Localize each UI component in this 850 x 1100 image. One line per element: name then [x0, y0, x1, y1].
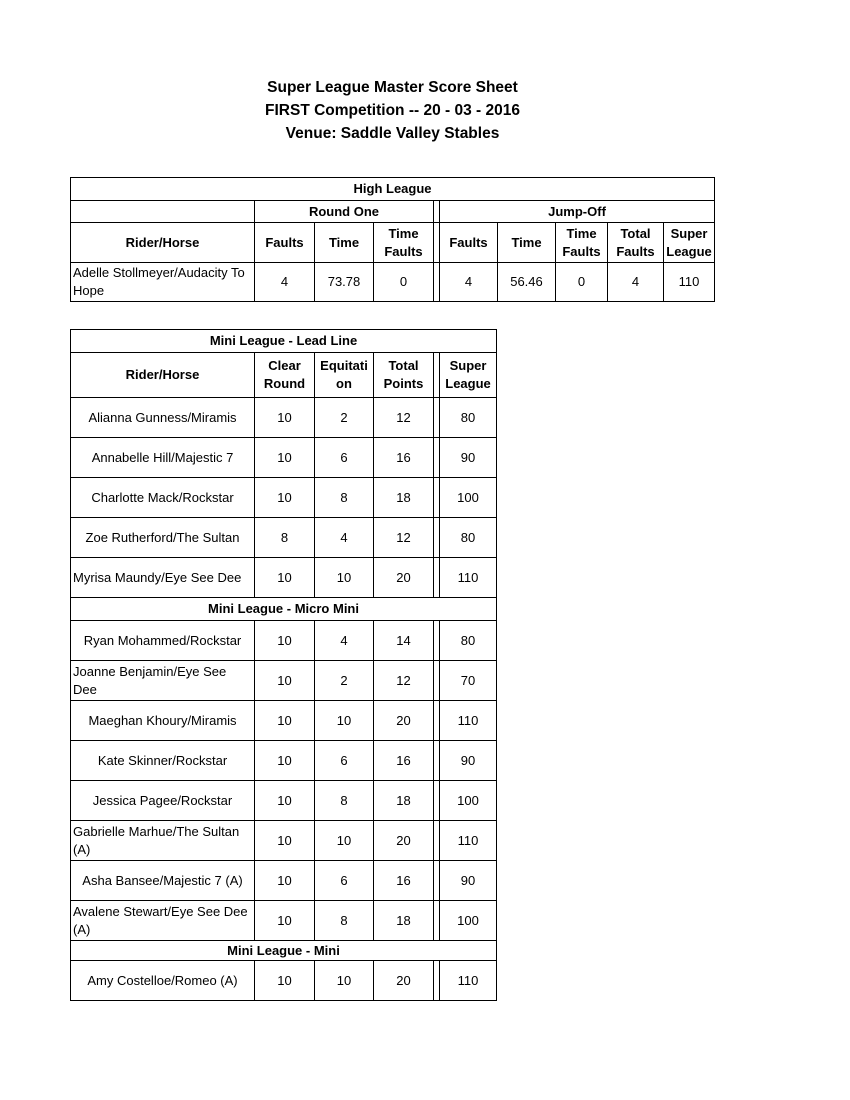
- total-points-cell: 18: [374, 901, 434, 941]
- total-points-cell: 16: [374, 438, 434, 478]
- total-points-cell: 18: [374, 478, 434, 518]
- rider-horse-cell: Maeghan Khoury/Miramis: [71, 701, 255, 741]
- rider-horse-cell: Asha Bansee/Majestic 7 (A): [71, 861, 255, 901]
- super-league-cell: 100: [440, 781, 497, 821]
- table-row: [71, 741, 497, 781]
- high-league-table: [70, 177, 715, 302]
- rider-horse-header: Rider/Horse: [71, 353, 255, 398]
- rider-horse-cell: Alianna Gunness/Miramis: [71, 398, 255, 438]
- total-points-cell: 12: [374, 398, 434, 438]
- jo-time-faults-header: Time Faults: [556, 223, 608, 263]
- table-row: [71, 821, 497, 861]
- equitation-cell: 2: [315, 398, 374, 438]
- clear-round-cell: 10: [255, 438, 315, 478]
- rider-horse-cell: Amy Costelloe/Romeo (A): [71, 961, 255, 1001]
- clear-round-header: Clear Round: [255, 353, 315, 398]
- clear-round-cell: 10: [255, 741, 315, 781]
- total-points-cell: 16: [374, 861, 434, 901]
- table-row: [71, 901, 497, 941]
- equitation-cell: 10: [315, 961, 374, 1001]
- round-one-header: Round One: [255, 201, 434, 223]
- total-points-cell: 12: [374, 661, 434, 701]
- section-title-lead-line: Mini League - Lead Line: [71, 330, 497, 353]
- clear-round-cell: 10: [255, 661, 315, 701]
- total-faults-cell: 4: [608, 263, 664, 302]
- total-faults-header: Total Faults: [608, 223, 664, 263]
- jo-faults-header: Faults: [440, 223, 498, 263]
- table-row: [71, 438, 497, 478]
- rider-horse-cell: Adelle Stollmeyer/Audacity To Hope: [71, 263, 255, 302]
- jo-time-header: Time: [498, 223, 556, 263]
- super-league-header: Super League: [664, 223, 715, 263]
- super-league-cell: 100: [440, 478, 497, 518]
- high-league-blank-cell: [71, 201, 255, 223]
- super-league-cell: 80: [440, 518, 497, 558]
- total-points-header: Total Points: [374, 353, 434, 398]
- section-title-micro-mini: Mini League - Micro Mini: [71, 598, 497, 621]
- jo-time-faults-cell: 0: [556, 263, 608, 302]
- rider-horse-cell: Ryan Mohammed/Rockstar: [71, 621, 255, 661]
- total-points-cell: 20: [374, 961, 434, 1001]
- total-points-cell: 20: [374, 821, 434, 861]
- equitation-cell: 6: [315, 438, 374, 478]
- time-faults-header: Time Faults: [374, 223, 434, 263]
- table-row: [71, 558, 497, 598]
- super-league-cell: 80: [440, 398, 497, 438]
- rider-horse-cell: Charlotte Mack/Rockstar: [71, 478, 255, 518]
- table-row: [71, 961, 497, 1001]
- super-league-cell: 90: [440, 741, 497, 781]
- clear-round-cell: 10: [255, 478, 315, 518]
- clear-round-cell: 10: [255, 701, 315, 741]
- high-league-title: High League: [71, 178, 715, 201]
- super-league-cell: 100: [440, 901, 497, 941]
- super-league-cell: 110: [440, 558, 497, 598]
- section-title-mini: Mini League - Mini: [71, 941, 497, 961]
- table-row: [71, 861, 497, 901]
- table-row: [71, 478, 497, 518]
- equitation-cell: 10: [315, 701, 374, 741]
- clear-round-cell: 10: [255, 901, 315, 941]
- table-row: [71, 263, 715, 302]
- jo-faults-cell: 4: [440, 263, 498, 302]
- total-points-cell: 20: [374, 701, 434, 741]
- rider-horse-cell: Gabrielle Marhue/The Sultan (A): [71, 821, 255, 861]
- equitation-cell: 4: [315, 518, 374, 558]
- equitation-cell: 4: [315, 621, 374, 661]
- table-row: [71, 701, 497, 741]
- equitation-cell: 2: [315, 661, 374, 701]
- super-league-cell: 110: [664, 263, 715, 302]
- super-league-cell: 110: [440, 701, 497, 741]
- equitation-cell: 6: [315, 861, 374, 901]
- rider-horse-cell: Joanne Benjamin/Eye See Dee: [71, 661, 255, 701]
- clear-round-cell: 10: [255, 961, 315, 1001]
- sheet-title: Super League Master Score Sheet: [267, 79, 518, 96]
- rider-horse-cell: Avalene Stewart/Eye See Dee (A): [71, 901, 255, 941]
- clear-round-cell: 10: [255, 781, 315, 821]
- equitation-cell: 10: [315, 558, 374, 598]
- super-league-cell: 90: [440, 438, 497, 478]
- total-points-cell: 20: [374, 558, 434, 598]
- rider-horse-cell: Kate Skinner/Rockstar: [71, 741, 255, 781]
- jo-time-cell: 56.46: [498, 263, 556, 302]
- table-row: [71, 518, 497, 558]
- rider-horse-header: Rider/Horse: [71, 223, 255, 263]
- time-faults-cell: 0: [374, 263, 434, 302]
- table-row: [71, 781, 497, 821]
- clear-round-cell: 10: [255, 621, 315, 661]
- venue-line: Venue: Saddle Valley Stables: [285, 125, 500, 142]
- clear-round-cell: 10: [255, 861, 315, 901]
- super-league-cell: 90: [440, 861, 497, 901]
- equitation-header: Equitati on: [315, 353, 374, 398]
- clear-round-cell: 10: [255, 558, 315, 598]
- time-header: Time: [315, 223, 374, 263]
- total-points-cell: 16: [374, 741, 434, 781]
- rider-horse-cell: Myrisa Maundy/Eye See Dee: [71, 558, 255, 598]
- total-points-cell: 12: [374, 518, 434, 558]
- equitation-cell: 8: [315, 781, 374, 821]
- super-league-cell: 80: [440, 621, 497, 661]
- equitation-cell: 8: [315, 478, 374, 518]
- rider-horse-cell: Jessica Pagee/Rockstar: [71, 781, 255, 821]
- faults-header: Faults: [255, 223, 315, 263]
- clear-round-cell: 10: [255, 398, 315, 438]
- rider-horse-cell: Annabelle Hill/Majestic 7: [71, 438, 255, 478]
- rider-horse-cell: Zoe Rutherford/The Sultan: [71, 518, 255, 558]
- equitation-cell: 10: [315, 821, 374, 861]
- competition-line: FIRST Competition -- 20 - 03 - 2016: [265, 102, 520, 119]
- jump-off-header: Jump-Off: [440, 201, 715, 223]
- mini-league-table: [70, 329, 497, 1001]
- super-league-header: Super League: [440, 353, 497, 398]
- super-league-cell: 110: [440, 821, 497, 861]
- total-points-cell: 18: [374, 781, 434, 821]
- equitation-cell: 8: [315, 901, 374, 941]
- table-row: [71, 398, 497, 438]
- super-league-cell: 110: [440, 961, 497, 1001]
- table-row: [71, 661, 497, 701]
- total-points-cell: 14: [374, 621, 434, 661]
- clear-round-cell: 8: [255, 518, 315, 558]
- table-row: [71, 621, 497, 661]
- super-league-cell: 70: [440, 661, 497, 701]
- clear-round-cell: 10: [255, 821, 315, 861]
- faults-cell: 4: [255, 263, 315, 302]
- time-cell: 73.78: [315, 263, 374, 302]
- equitation-cell: 6: [315, 741, 374, 781]
